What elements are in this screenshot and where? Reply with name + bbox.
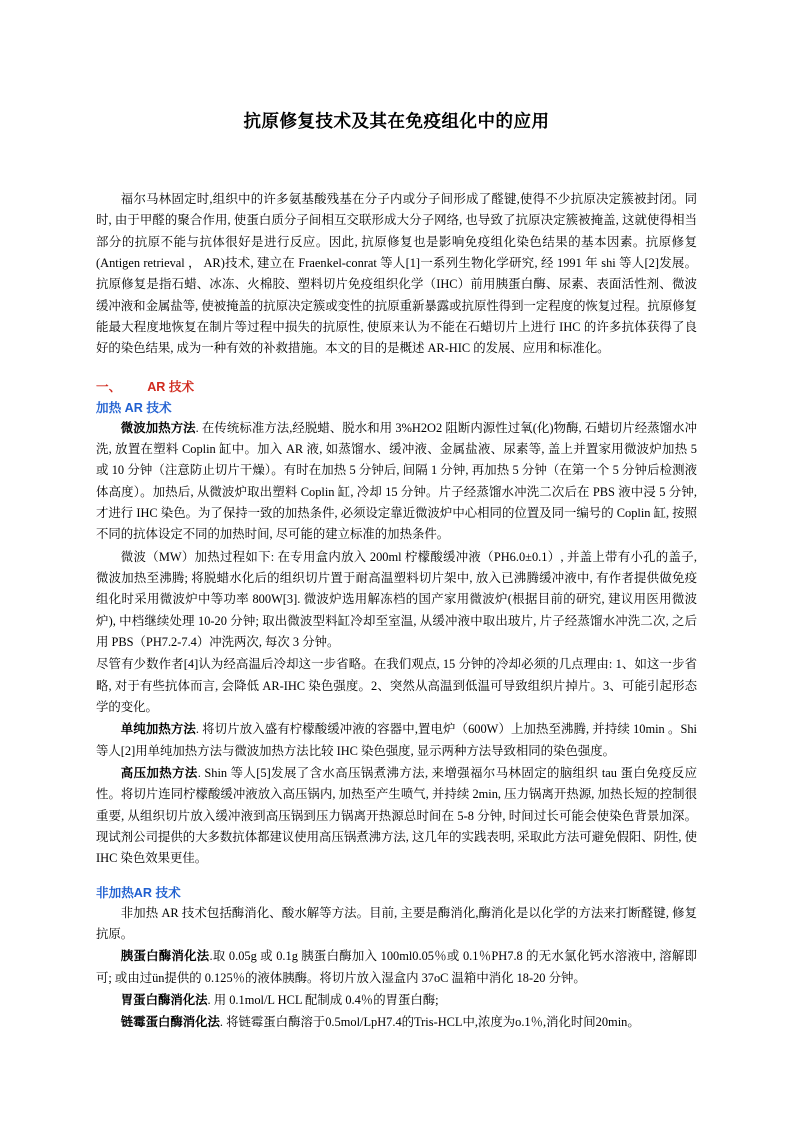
run-in-label: 胃蛋白酶消化法 <box>120 992 208 1007</box>
paragraph-text: 非加热 AR 技术包括酶消化、酸水解等方法。目前, 主要是酶消化,酶消化是以化学的方法来打断醛键, 修复抗原。 <box>96 905 697 941</box>
run-in-label: 单纯加热方法 <box>120 722 196 737</box>
paragraph-text: 尽管有少数作者[4]认为经高温后冷却这一步省略。在我们观点, 15 分钟的冷却必须的几点理由: 1、如这一步省略, 对于有些抗体而言, 会降低 AR-IHC 染色强度。2、突然从高温到低温可导致组织片掉片。3、可能引起形态学的变化。 <box>96 657 697 714</box>
section-heading-ar <box>96 376 697 395</box>
run-in-label: 胰蛋白酶消化法 <box>120 949 210 964</box>
page-title: 抗原修复技术及其在免疫组化中的应用 <box>243 111 550 131</box>
paragraph-cooling-note <box>96 654 697 718</box>
subsection-heading-nonheated-ar: 非加热AR 技术 <box>96 885 181 900</box>
run-in-label: 高压加热方法 <box>120 765 198 780</box>
paragraph-pressure-heating <box>96 763 697 870</box>
subsection-heading-heated-ar: 加热 AR 技术 <box>96 400 172 415</box>
paragraph-text: . 用 0.1mol/L HCL 配制成 0.4％的胃蛋白酶; <box>207 992 439 1007</box>
paragraph-microwave-procedure <box>96 547 697 654</box>
paragraph-text: . 在传统标准方法,经脱蜡、脱水和用 3%H2O2 阻断内源性过氧(化)物酶, 石蜡切片经蒸馏水冲洗, 放置在塑料 Coplin 缸中。加入 AR 液, 如蒸馏水、缓冲液、金属盐液、尿素等, 盖上并置家用微波炉加热 5 或 10 分钟（注意防止切片干燥）。有时在加热 5 分钟后, 间隔 1 分钟, 再加热 5 分钟（在第一个 5 分钟后检测液体高度）。加热后, 从微波炉取出塑料 Coplin 缸, 冷却 15 分钟。片子经蒸馏水冲洗二次后在 PBS 液中浸 5 分钟, 才进行 IHC 染色。为了保持一致的加热条件, 必须设定靠近微波炉中心相同的位置及同一编号的 Coplin 缸, 按照不同的抗体设定不同的加热时间, 尽可能的建立标准的加热条件。 <box>96 420 697 542</box>
run-in-label: 微波加热方法 <box>120 420 196 435</box>
paragraph-text: . 将切片放入盛有柠檬酸缓冲液的容器中,置电炉（600W）上加热至沸腾, 并持续 10min 。Shi 等人[2]用单纯加热方法与微波加热方法比较 IHC 染色强度, 显示两种方法导致相同的染色强度。 <box>96 722 697 758</box>
run-in-label: 链霉蛋白酶消化法 <box>120 1015 220 1030</box>
paragraph-text: .取 0.05g 或 0.1g 胰蛋白酶加入 100ml0.05％或 0.1％PH7.8 的无水氯化钙水溶液中, 溶解即可; 或由过ün提供的 0.125％的液体胰酶。将切片放入湿盒内 37oC 温箱中消化 18-20 分钟。 <box>96 949 697 985</box>
paragraph-text: . Shin 等人[5]发展了含水高压锅煮沸方法, 来增强福尔马林固定的脑组织 tau 蛋白免疫反应性。将切片连同柠檬酸缓冲液放入高压锅内, 加热至产生喷气, 并持续 2min, 压力锅离开热源, 加热长短的控制很重要, 从组织切片放入缓冲液到高压锅到压力锅离开热源总时间在 5-8 分钟, 时间过长可能会使染色背景加深。现试剂公司提供的大多数抗体都建议使用高压锅煮沸方法, 这几年的实践表明, 采取此方法可避免假阳、阴性, 使 IHC 染色效果更佳。 <box>96 765 697 866</box>
paragraph-trypsin-digestion <box>96 946 697 989</box>
paragraph-text: 微波（MW）加热过程如下: 在专用盒内放入 200ml 柠檬酸缓冲液（PH6.0±0.1）, 并盖上带有小孔的盖子, 微波加热至沸腾; 将脱蜡水化后的组织切片置于耐高温塑料切片架中, 放入已沸腾缓冲液中, 有作者提供做免疫组化时采用微波炉中等功率 800W[3]. 微波炉选用解冻档的国产家用微波炉(根据目前的研究, 建议用医用微波炉), 中档继续处理 10-20 分钟; 取出微波型料缸冷却至室温, 从缓冲液中取出玻片, 片子经蒸馏水冲洗二次, 之后用 PBS（PH7.2-7.4）冲洗两次, 每次 3 分钟。 <box>96 549 697 649</box>
paragraph-streptokinase-digestion <box>96 1012 697 1033</box>
title-spacer <box>96 133 697 189</box>
section-title: AR 技术 <box>147 379 195 394</box>
paragraph-nonheated-intro <box>96 903 697 946</box>
paragraph-pepsin-digestion <box>96 990 697 1011</box>
paragraph-text: . 将链霉蛋白酶溶于0.5mol/LpH7.4的Tris-HCL中,浓度为o.1％,消化时间20min。 <box>219 1015 640 1030</box>
intro-paragraph: 福尔马林固定时,组织中的许多氨基酸残基在分子内或分子间形成了醛键,使得不少抗原决定簇被封闭。同时, 由于甲醛的聚合作用, 使蛋白质分子间相互交联形成大分子网络, 也导致了抗原决定簇被掩盖, 这就使得相当部分的抗原不能与抗体很好是进行反应。因此, 抗原修复也是影响免疫组化染色结果的基本因素。抗原修复(Antigen retrieval ， AR)技术, 建立在 Fraenkel-conrat 等人[1]一系列生物化学研究, 经 1991 年 shi 等人[2]发展。抗原修复是指石蜡、冰冻、火棉胶、塑料切片免疫组织化学（IHC）前用胰蛋白酶、尿素、表面活性剂、微波缓冲液和金属盐等, 使被掩盖的抗原决定簇或变性的抗原重新暴露或抗原性得到一定程度的恢复过程。抗原修复能最大程度地恢复在制片等过程中损失的抗原性, 使原来认为不能在石蜡切片上进行 IHC 的许多抗体获得了良好的染色结果, 成为一种有效的补救措施。本文的目的是概述 AR-HIC 的发展、应用和标准化。 <box>96 192 697 356</box>
paragraph-simple-heating <box>96 719 697 762</box>
section-number: 一、 <box>96 379 122 394</box>
paragraph-microwave-method <box>96 418 697 546</box>
